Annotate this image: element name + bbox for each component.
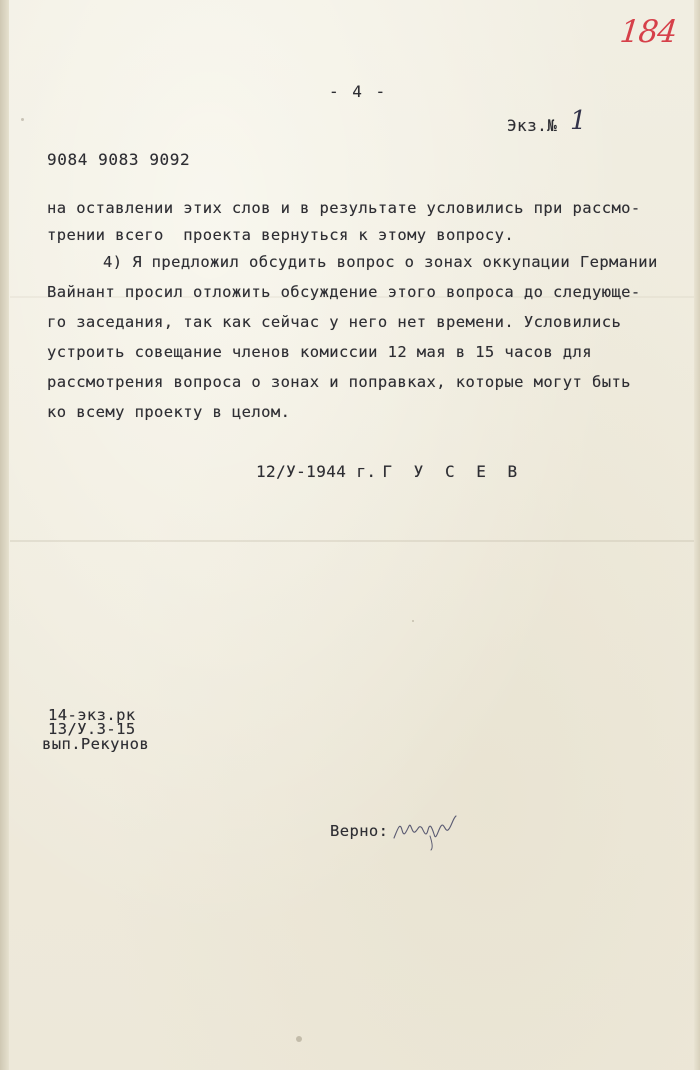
paper-left-edge — [0, 0, 9, 1070]
routing-note-date: 13/У.3-15 — [48, 720, 136, 738]
routing-note-copies: 14-экз.рк — [48, 706, 136, 724]
body-line: го заседания, так как сейчас у него нет времени. Условились — [47, 313, 622, 331]
page-number: - 4 - — [329, 82, 388, 101]
body-line: Вайнант просил отложить обсуждение этого вопроса до следующе- — [47, 283, 641, 301]
paper-stain — [296, 1036, 302, 1042]
paper-stain — [21, 118, 24, 121]
body-line: устроить совещание членов комиссии 12 мая в 15 часов для — [47, 343, 592, 361]
copy-number-label: Экз.№ — [507, 116, 558, 135]
body-line: 4) Я предложил обсудить вопрос о зонах оккупации Германии — [103, 253, 658, 271]
handwritten-signature — [392, 808, 462, 852]
copy-number-value: 1 — [570, 106, 587, 136]
signature-name: Г У С Е В — [382, 462, 524, 481]
body-line: трении всего проекта вернуться к этому вопросу. — [47, 226, 515, 244]
signature-block — [256, 462, 523, 481]
body-line: на оставлении этих слов и в результате условились при рассмо- — [47, 199, 641, 217]
body-line: рассмотрения вопроса о зонах и поправках, которые могут быть — [47, 373, 631, 391]
archive-page-number: 184 — [618, 14, 679, 50]
body-line: ко всему проекту в целом. — [47, 403, 291, 421]
certified-label: Верно: — [330, 822, 389, 840]
signature-date: 12/У-1944 г. — [256, 462, 377, 481]
paper-stain — [412, 620, 414, 622]
routing-note-executor: вып.Рекунов — [42, 735, 150, 753]
paper-fold — [10, 540, 694, 542]
paper-right-edge — [694, 0, 700, 1070]
cipher-code-groups: 9084 9083 9092 — [47, 150, 191, 169]
